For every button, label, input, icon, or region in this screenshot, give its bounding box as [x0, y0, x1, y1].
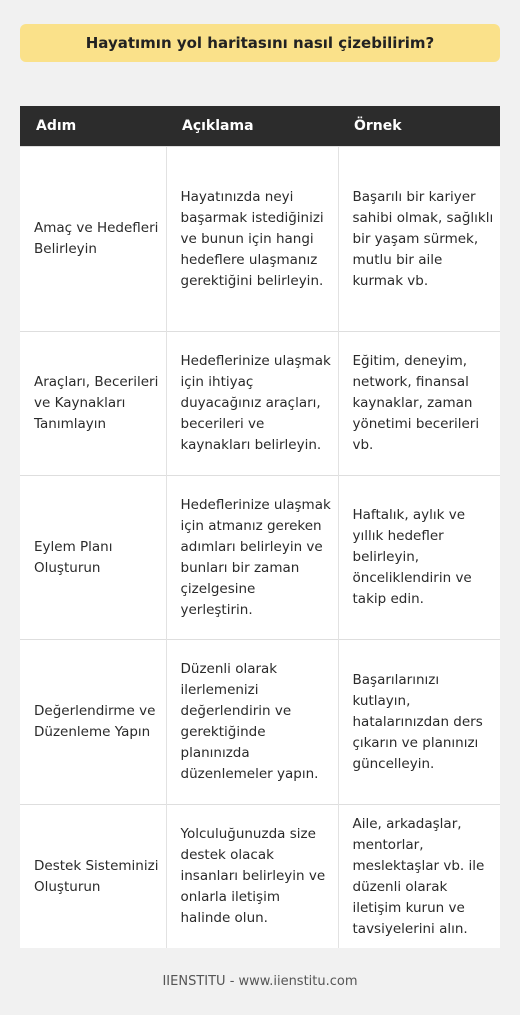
description-cell: Hedeflerinize ulaşmak için ihtiyaç duyacağınız araçları, becerileri ve kaynakları belirleyin. [166, 332, 338, 476]
example-cell: Başarılarınızı kutlayın, hatalarınızdan ders çıkarın ve planınızı güncelleyin. [338, 640, 500, 805]
page-title: Hayatımın yol haritasını nasıl çizebilirim? [20, 24, 500, 62]
example-cell: Haftalık, aylık ve yıllık hedefler belirleyin, önceliklendirin ve takip edin. [338, 476, 500, 640]
step-cell: Amaç ve Hedefleri Belirleyin [20, 147, 166, 332]
description-cell: Düzenli olarak ilerlemenizi değerlendirin ve gerektiğinde planınızda düzenlemeler yapın. [166, 640, 338, 805]
roadmap-table [20, 106, 500, 948]
step-cell: Araçları, Becerileri ve Kaynakları Tanımlayın [20, 332, 166, 476]
table-row [20, 332, 500, 476]
column-header-example: Örnek [338, 106, 500, 147]
step-cell: Eylem Planı Oluşturun [20, 476, 166, 640]
description-cell: Yolculuğunuzda size destek olacak insanları belirleyin ve onlarla iletişim halinde olun. [166, 805, 338, 949]
example-cell: Başarılı bir kariyer sahibi olmak, sağlıklı bir yaşam sürmek, mutlu bir aile kurmak vb. [338, 147, 500, 332]
table-row [20, 805, 500, 949]
table-header-row [20, 106, 500, 147]
table-row [20, 147, 500, 332]
example-cell: Aile, arkadaşlar, mentorlar, meslektaşlar vb. ile düzenli olarak iletişim kurun ve tavsiyelerini alın. [338, 805, 500, 949]
step-cell: Destek Sisteminizi Oluşturun [20, 805, 166, 949]
column-header-step: Adım [20, 106, 166, 147]
description-cell: Hedeflerinize ulaşmak için atmanız gereken adımları belirleyin ve bunları bir zaman çizelgesine yerleştirin. [166, 476, 338, 640]
table-row [20, 476, 500, 640]
step-cell: Değerlendirme ve Düzenleme Yapın [20, 640, 166, 805]
table-row [20, 640, 500, 805]
description-cell: Hayatınızda neyi başarmak istediğinizi ve bunun için hangi hedeflere ulaşmanız gerektiğini belirleyin. [166, 147, 338, 332]
example-cell: Eğitim, deneyim, network, finansal kaynaklar, zaman yönetimi becerileri vb. [338, 332, 500, 476]
footer-credit: IIENSTITU - www.iienstitu.com [162, 974, 358, 989]
column-header-description: Açıklama [166, 106, 338, 147]
